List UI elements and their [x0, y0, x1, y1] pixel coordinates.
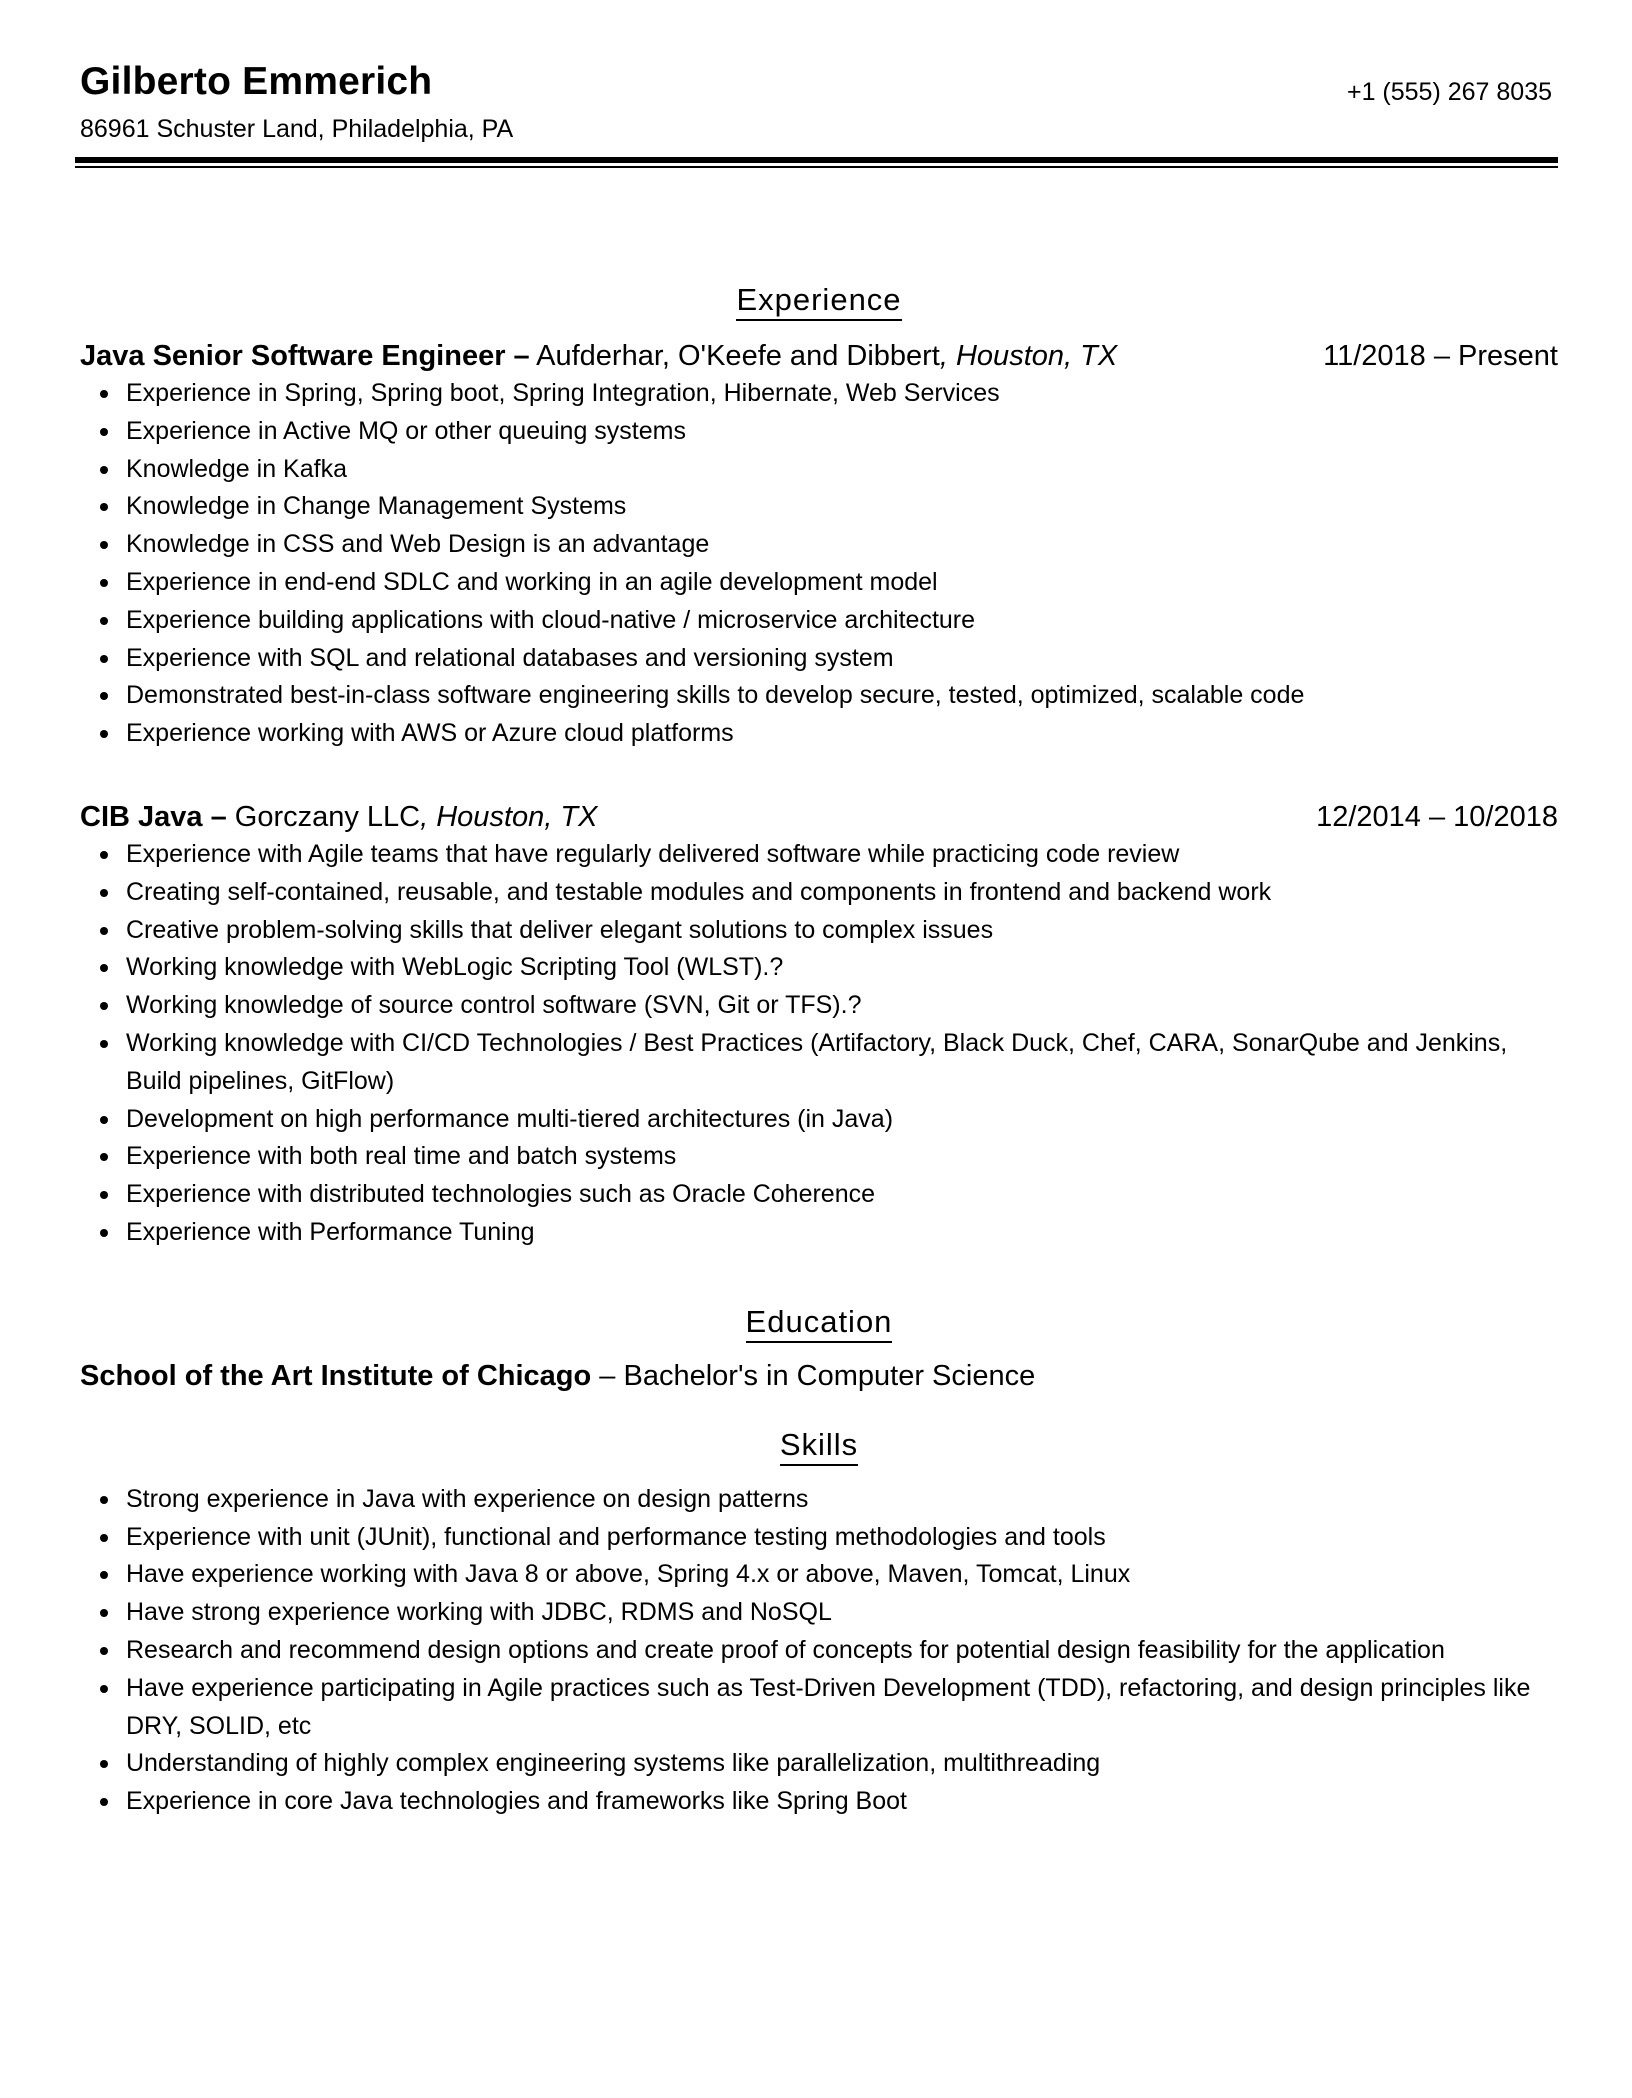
list-item: Experience in end-end SDLC and working in an agile development model: [80, 564, 1558, 602]
list-item: Experience with unit (JUnit), functional and performance testing methodologies and tools: [80, 1519, 1558, 1557]
skills-list: [80, 1481, 1558, 1821]
list-item: Have experience working with Java 8 or above, Spring 4.x or above, Maven, Tomcat, Linux: [80, 1556, 1558, 1594]
job-dates: 12/2014 – 10/2018: [1316, 800, 1558, 833]
job-dates: 11/2018 – Present: [1323, 340, 1558, 372]
degree: – Bachelor's in Computer Science: [591, 1359, 1036, 1392]
job-location: , Houston, TX: [420, 800, 598, 833]
header-divider-thick: [75, 157, 1558, 163]
list-item: Research and recommend design options and create proof of concepts for potential design feasibility for the application: [80, 1632, 1558, 1670]
list-item: Creating self-contained, reusable, and testable modules and components in frontend and backend work: [80, 874, 1558, 912]
list-item: Knowledge in Change Management Systems: [80, 488, 1558, 526]
list-item: Understanding of highly complex engineering systems like parallelization, multithreading: [80, 1745, 1558, 1783]
list-item: Demonstrated best-in-class software engineering skills to develop secure, tested, optimized, scalable code: [80, 677, 1558, 715]
job-title: CIB Java –: [80, 800, 227, 833]
list-item: Working knowledge with WebLogic Scripting Tool (WLST).?: [80, 949, 1558, 987]
list-item: Knowledge in Kafka: [80, 451, 1558, 489]
list-item: Experience with Agile teams that have regularly delivered software while practicing code review: [80, 836, 1558, 874]
job-responsibilities: [80, 836, 1558, 1252]
list-item: Working knowledge with CI/CD Technologies / Best Practices (Artifactory, Black Duck, Chef, CARA, SonarQube and Jenkins, Build pipelines, GitFlow): [80, 1025, 1558, 1101]
experience-heading: Experience: [80, 282, 1558, 318]
list-item: Experience in Spring, Spring boot, Spring Integration, Hibernate, Web Services: [80, 375, 1558, 413]
list-item: Development on high performance multi-tiered architectures (in Java): [80, 1101, 1558, 1139]
header-divider-thin: [75, 166, 1558, 168]
list-item: Experience in core Java technologies and frameworks like Spring Boot: [80, 1783, 1558, 1821]
list-item: Strong experience in Java with experience on design patterns: [80, 1481, 1558, 1519]
candidate-phone: +1 (555) 267 8035: [1346, 78, 1552, 106]
job-header: [80, 340, 1558, 378]
list-item: Creative problem-solving skills that deliver elegant solutions to complex issues: [80, 912, 1558, 950]
list-item: Experience with Performance Tuning: [80, 1214, 1558, 1252]
resume-header: [80, 60, 1558, 150]
job-location: , Houston, TX: [939, 340, 1118, 372]
list-item: Experience working with AWS or Azure cloud platforms: [80, 715, 1558, 753]
list-item: Experience with both real time and batch systems: [80, 1138, 1558, 1176]
list-item: Knowledge in CSS and Web Design is an advantage: [80, 526, 1558, 564]
resume-page: [80, 60, 1558, 1821]
list-item: Experience with SQL and relational databases and versioning system: [80, 640, 1558, 678]
job-responsibilities: [80, 375, 1558, 753]
list-item: Working knowledge of source control software (SVN, Git or TFS).?: [80, 987, 1558, 1025]
list-item: Experience building applications with cloud-native / microservice architecture: [80, 602, 1558, 640]
list-item: Have experience participating in Agile practices such as Test-Driven Development (TDD), refactoring, and design principles like DRY, SOLID, etc: [80, 1670, 1558, 1746]
job-company: Gorczany LLC: [226, 800, 421, 833]
list-item: Have strong experience working with JDBC, RDMS and NoSQL: [80, 1594, 1558, 1632]
school-name: School of the Art Institute of Chicago: [80, 1359, 592, 1392]
education-heading: Education: [80, 1304, 1558, 1340]
list-item: Experience in Active MQ or other queuing systems: [80, 413, 1558, 451]
job-title: Java Senior Software Engineer –: [80, 340, 530, 372]
candidate-address: 86961 Schuster Land, Philadelphia, PA: [80, 115, 514, 143]
job-company: Aufderhar, O'Keefe and Dibbert: [529, 340, 940, 372]
skills-heading: Skills: [80, 1427, 1558, 1463]
list-item: Experience with distributed technologies such as Oracle Coherence: [80, 1176, 1558, 1214]
education-entry: [80, 1360, 1558, 1393]
candidate-name: Gilberto Emmerich: [80, 60, 433, 103]
job-header: [80, 801, 1558, 839]
